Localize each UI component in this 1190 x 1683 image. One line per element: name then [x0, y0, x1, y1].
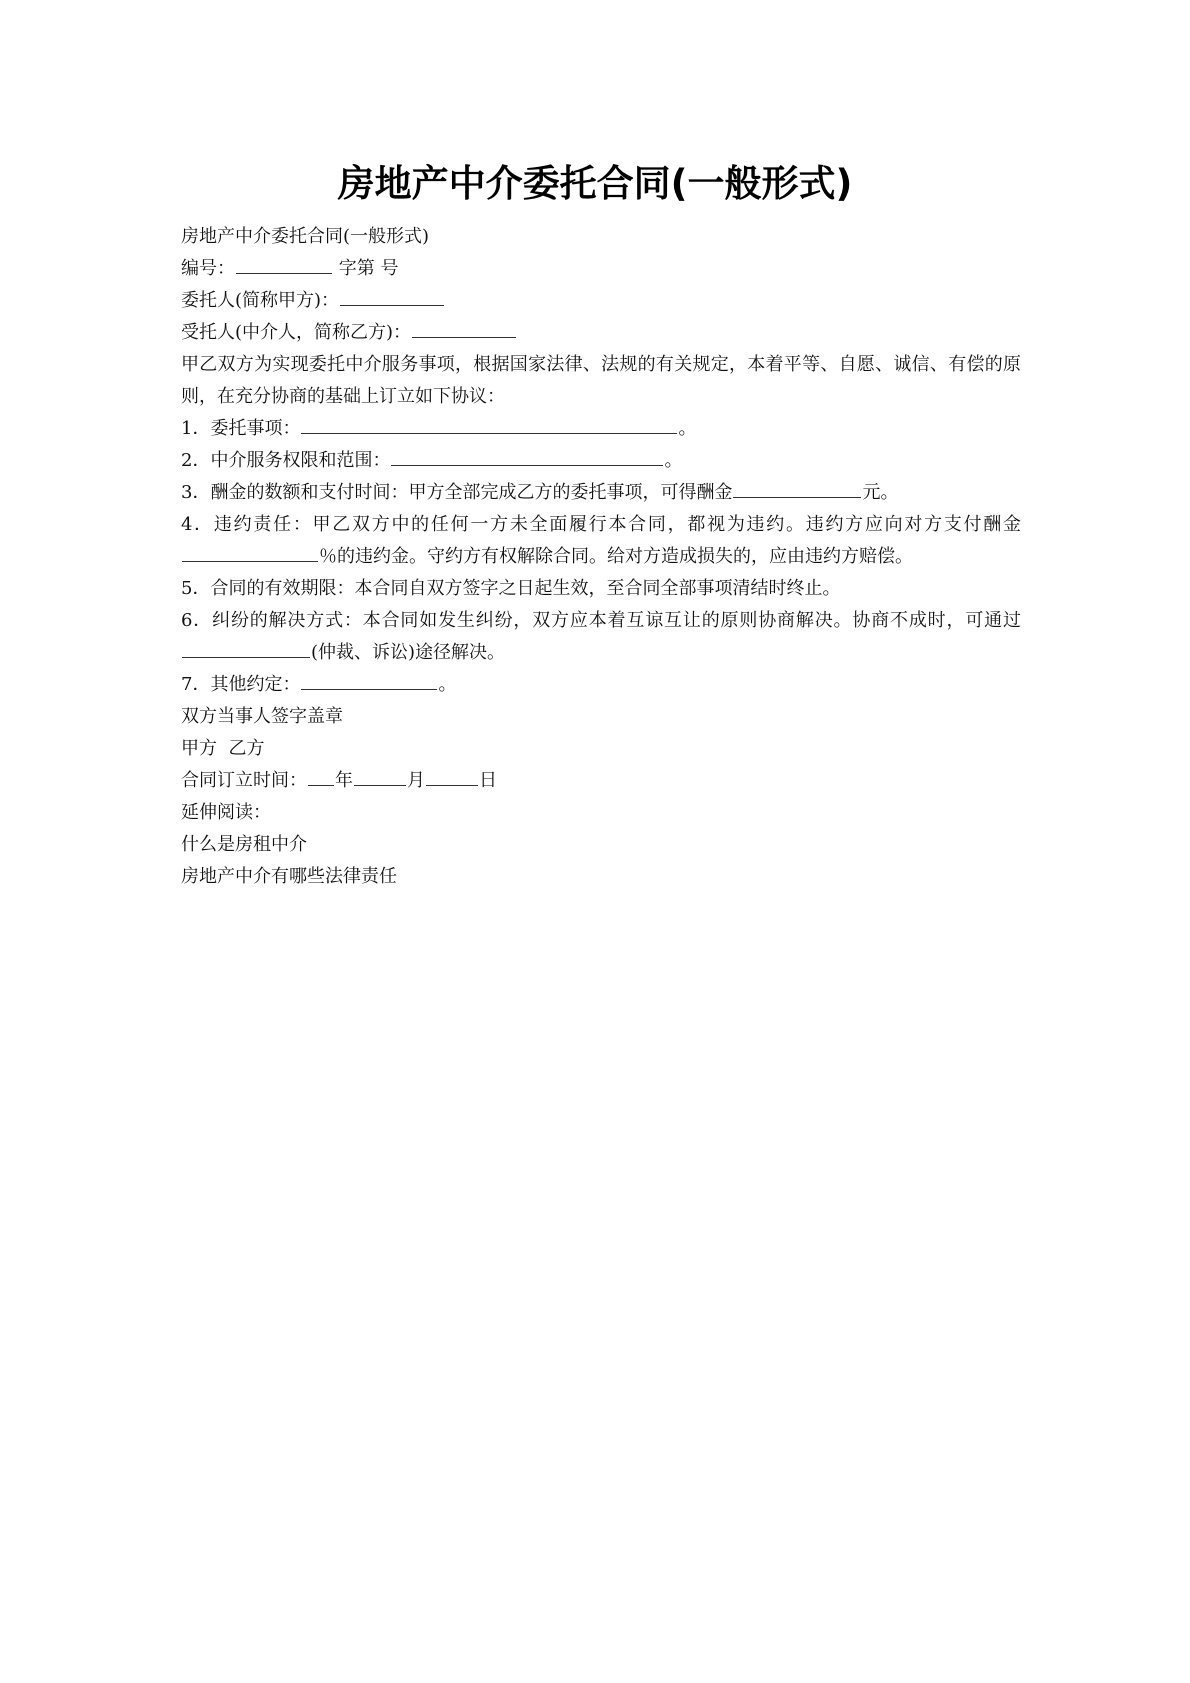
year-blank[interactable]	[308, 767, 334, 786]
clause-1-blank[interactable]	[301, 415, 677, 434]
clause-3-suffix: 元。	[862, 482, 899, 503]
day-label: 日	[479, 770, 497, 791]
clause-2-suffix: 。	[664, 450, 683, 471]
signature-heading: 双方当事人签字盖章	[181, 706, 343, 727]
year-label: 年	[335, 770, 353, 791]
contract-number-blank[interactable]	[236, 255, 332, 274]
principal-line	[181, 285, 1021, 317]
contract-number-label: 编号：	[181, 258, 235, 279]
further-reading-link-2[interactable]: 房地产中介有哪些法律责任	[181, 866, 397, 887]
preamble-paragraph: 甲乙双方为实现委托中介服务事项，根据国家法律、法规的有关规定，本着平等、自愿、诚信、有偿的原则，在充分协商的基础上订立如下协议：	[181, 354, 1021, 407]
clause-2-blank[interactable]	[391, 447, 663, 466]
principal-blank[interactable]	[340, 287, 444, 306]
contract-number-suffix: 字第 号	[333, 258, 399, 279]
clause-3-blank[interactable]	[733, 479, 861, 498]
clause-5: 5．合同的有效期限：本合同自双方签字之日起生效，至合同全部事项清结时终止。	[181, 578, 841, 599]
clause-1	[181, 413, 1021, 445]
clause-6	[181, 605, 1021, 669]
clause-1-prefix: 1．委托事项：	[181, 418, 301, 439]
date-line	[181, 765, 1021, 797]
clause-4	[181, 509, 1021, 573]
clause-7-blank[interactable]	[301, 671, 437, 690]
parties-line: 甲方 乙方	[181, 738, 265, 759]
contract-number-line	[181, 253, 1021, 285]
principal-label: 委托人(简称甲方)：	[181, 290, 340, 311]
clause-7-suffix: 。	[438, 674, 457, 695]
clause-6-suffix: (仲裁、诉讼)途径解决。	[311, 642, 506, 663]
clause-7	[181, 669, 1021, 701]
clause-2-prefix: 2．中介服务权限和范围：	[181, 450, 391, 471]
clause-4-prefix: 4．违约责任：甲乙双方中的任何一方未全面履行本合同，都视为违约。违约方应向对方支付酬金	[181, 514, 1021, 535]
clause-6-prefix: 6．纠纷的解决方式：本合同如发生纠纷，双方应本着互谅互让的原则协商解决。协商不成时，可通过	[181, 610, 1021, 631]
clause-7-prefix: 7．其他约定：	[181, 674, 301, 695]
clause-4-blank[interactable]	[182, 543, 318, 562]
agent-blank[interactable]	[412, 319, 516, 338]
document-subtitle: 房地产中介委托合同(一般形式)	[181, 226, 430, 247]
day-blank[interactable]	[426, 767, 478, 786]
document-body	[181, 221, 1021, 893]
clause-6-blank[interactable]	[182, 639, 310, 658]
clause-3	[181, 477, 1021, 509]
clause-3-prefix: 3．酬金的数额和支付时间：甲方全部完成乙方的委托事项，可得酬金	[181, 482, 733, 503]
agent-line	[181, 317, 1021, 349]
clause-2	[181, 445, 1021, 477]
agent-label: 受托人(中介人，简称乙方)：	[181, 322, 412, 343]
document-title: 房地产中介委托合同(一般形式)	[337, 162, 853, 205]
clause-4-suffix: ％的违约金。守约方有权解除合同。给对方造成损失的，应由违约方赔偿。	[319, 546, 913, 567]
further-reading-link-1[interactable]: 什么是房租中介	[181, 834, 307, 855]
clause-1-suffix: 。	[678, 418, 697, 439]
month-blank[interactable]	[354, 767, 406, 786]
further-reading-label: 延伸阅读：	[181, 802, 271, 823]
date-label: 合同订立时间：	[181, 770, 307, 791]
month-label: 月	[407, 770, 425, 791]
